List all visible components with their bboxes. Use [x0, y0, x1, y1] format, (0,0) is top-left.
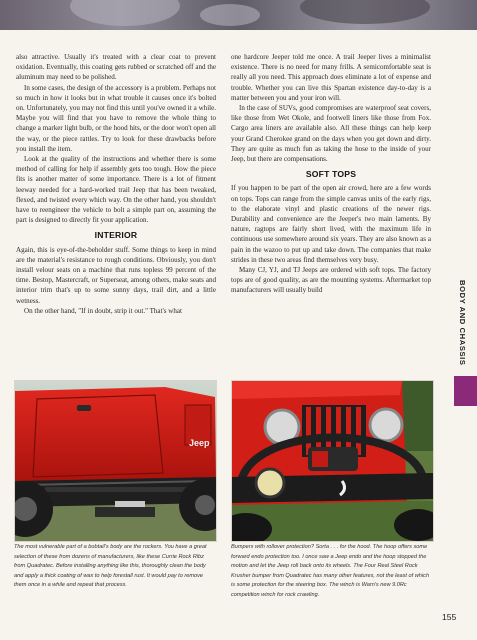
body-paragraph: In the case of SUVs, good compromises are waterproof seat covers, like those from Wet Okole, and footwell liners like those from Fox. Cargo area liners are available also. All these things can help keep your Grand Cherokee grand on the days when you get down and dirty. They are quite as much fun as taking the hose to the inside of your Jeep, but there are compensations. [231, 104, 431, 164]
left-text-column [16, 52, 216, 316]
photo-jeep-rock-rails [14, 380, 217, 542]
photo-caption-right: Bumpers with rollover protection? Sorta . . . for the hood. The hoop offers some forward endo protection too. I once saw a Jeep endo and the hoop stopped the motion and let the Jeep roll back onto its wheels. The Four Real Steel Rock Krusher bumper from Quadratec has many other features, not the least of which is some protection for the steering box. The winch is Warn's new 9.0Rc competition winch for rock crawling. [231, 544, 430, 598]
body-paragraph: Look at the quality of the instructions and whether there is some method of calling for help if assembly gets too tough. How the piece fits is another matter of some importance. There is a lot of fitment leeway needed for a hard-worked trail Jeep that has been tweaked, flexed, and twisted every which way. On the other hand, you shouldn't have to reengineer the vehicle to bolt a simple part on, assuming the part is designed to directly fit your application. [16, 155, 216, 225]
chapter-tab-label: BODY AND CHASSIS [458, 280, 467, 366]
body-paragraph: one hardcore Jeeper told me once. A trail Jeeper lives a minimalist existence. There is no need for many frills. A semicomfortable seat is really all you need. This approach does eliminate a lot of expense and trouble. Whether you can live this Spartan existence day-to-day is a matter between you and your iron will. [231, 53, 431, 102]
body-paragraph: Again, this is eye-of-the-beholder stuff. Some things to keep in mind are the material's resistance to rough conditions. Obviously, you don't install velour seats on a machine that runs topless 99 percent of the time. Bestop, Mastercraft, or Superseat, among others, make seats and interior trim that's up to some sunny days, trail dirt, and a little wetness. [16, 245, 216, 305]
body-paragraph: Many CJ, YJ, and TJ Jeeps are ordered with soft tops. The factory tops are of good quality, as are the mounting systems. Aftermarket top manufacturers will usually build [231, 266, 431, 295]
body-paragraph: If you happen to be part of the open air crowd, here are a few words on tops. Tops can range from the simple canvas units of the early rigs, to the elaborate vinyl and plastic creations of the newer rigs. Durability and convenience are the Jeeper's two main laments. By nature, ragtops are fairly short lived, with the maximum life in continuous use somewhere around six years. They are also known as a pain in the wazoo to put up and take down. The companies that make strides in these two areas find themselves very busy. [231, 184, 431, 264]
section-heading-soft-tops: SOFT TOPS [305, 169, 357, 180]
photo-caption-left: The most vulnerable part of a bobtail's body are the rockers. You have a great selection of these from dozens of manufacturers, like these Currie Rock Ribz from Quadratec. Before installing anything like this, thoroughly clean the body and apply a thick coating of wax to help forestall rust. It would pay to remove them once in a while and repeat that process. [14, 544, 207, 589]
section-heading-interior: INTERIOR [94, 230, 138, 241]
photo-jeep-winch-bumper [231, 380, 434, 542]
right-text-column [231, 52, 431, 296]
body-paragraph: In some cases, the design of the accessory is a problem. Perhaps not so much in how it looks but in what trouble it causes once it's bolted on. Unfortunately, you may not find this until you've owned it a while. Maybe you will find that you have to remove the whole thing to change a marker light bulb, or the hood hits, or the door won't open all the way, or the piece rattles. Try to look for these drawbacks before you install the item. [16, 83, 216, 153]
body-paragraph: On the other hand, "If in doubt, strip it out." That's what [24, 306, 182, 315]
body-paragraph: also attractive. Usually it's treated with a clear coat to prevent oxidation. Eventually, this coating gets rubbed or scratched off and the aluminum may need to be polished. [16, 53, 216, 82]
chapter-tab-color-block [454, 376, 477, 406]
jeep-badge: Jeep [189, 438, 210, 448]
top-banner-photo [0, 0, 477, 30]
page-number: 155 [442, 612, 457, 622]
